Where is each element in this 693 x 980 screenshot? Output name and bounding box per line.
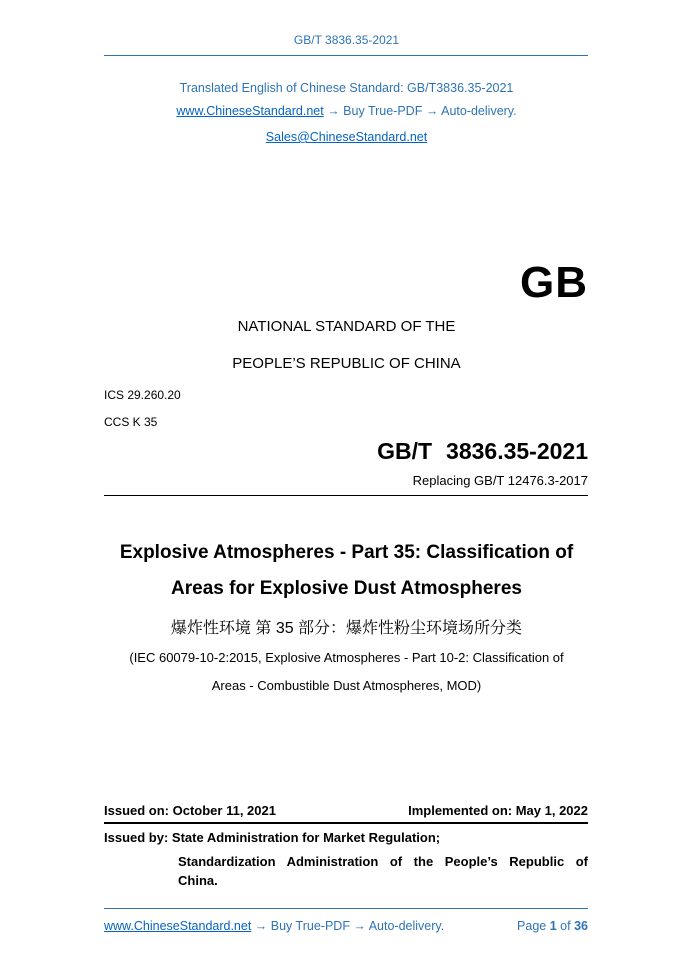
page-of: of xyxy=(560,919,571,933)
agency-line1: Standardization Administration of the People’s Republic of xyxy=(178,854,588,869)
page-label: Page xyxy=(517,919,547,933)
header-email-link[interactable]: Sales@ChineseStandard.net xyxy=(265,130,428,144)
footer-purchase-line xyxy=(104,919,444,933)
header-divider xyxy=(104,55,588,56)
ccs-code: CCS K 35 xyxy=(104,415,158,429)
footer-website-link[interactable]: www.ChineseStandard.net xyxy=(104,919,252,933)
page-indicator xyxy=(517,919,588,933)
title-line1: Explosive Atmospheres - Part 35: Classification of xyxy=(119,542,574,563)
header-standard-code: GB/T 3836.35-2021 xyxy=(293,33,400,47)
national-standard-line2: PEOPLE’S REPUBLIC OF CHINA xyxy=(232,355,461,372)
title-divider xyxy=(104,495,588,496)
agency-line2: China. xyxy=(178,873,218,888)
footer-divider xyxy=(104,908,588,909)
page-total: 36 xyxy=(574,919,588,933)
header-email-line xyxy=(0,130,693,144)
header-purchase-text: → Buy True-PDF → Auto-delivery. xyxy=(327,104,517,118)
header-purchase-line xyxy=(0,104,693,118)
standard-number-value: 3836.35-2021 xyxy=(446,438,588,464)
translated-line: Translated English of Chinese Standard: GB/T3836.35-2021 xyxy=(179,81,514,95)
national-standard-line1: NATIONAL STANDARD OF THE xyxy=(237,318,456,335)
replacing-note: Replacing GB/T 12476.3-2017 xyxy=(412,473,588,488)
iec-reference-line1: (IEC 60079-10-2:2015, Explosive Atmospheres - Part 10-2: Classification of xyxy=(129,650,564,665)
dates-divider xyxy=(104,822,588,824)
gb-mark: GB xyxy=(520,258,588,307)
footer-purchase-text: → Buy True-PDF → Auto-delivery. xyxy=(254,919,445,933)
standard-number xyxy=(377,438,588,465)
standard-number-prefix: GB/T xyxy=(377,438,433,464)
iec-reference-line2: Areas - Combustible Dust Atmospheres, MOD) xyxy=(211,678,482,693)
title-chinese: 爆炸性环境 第 35 部分：爆炸性粉尘环境场所分类 xyxy=(170,620,523,637)
page-current: 1 xyxy=(549,919,557,933)
issued-by: Issued by: State Administration for Market Regulation; xyxy=(104,830,441,845)
header-website-link[interactable]: www.ChineseStandard.net xyxy=(176,104,324,118)
issued-on-date: Issued on: October 11, 2021 xyxy=(104,803,276,818)
implemented-on-date: Implemented on: May 1, 2022 xyxy=(408,803,588,818)
title-line2: Areas for Explosive Dust Atmospheres xyxy=(171,578,522,599)
ics-code: ICS 29.260.20 xyxy=(104,388,181,402)
